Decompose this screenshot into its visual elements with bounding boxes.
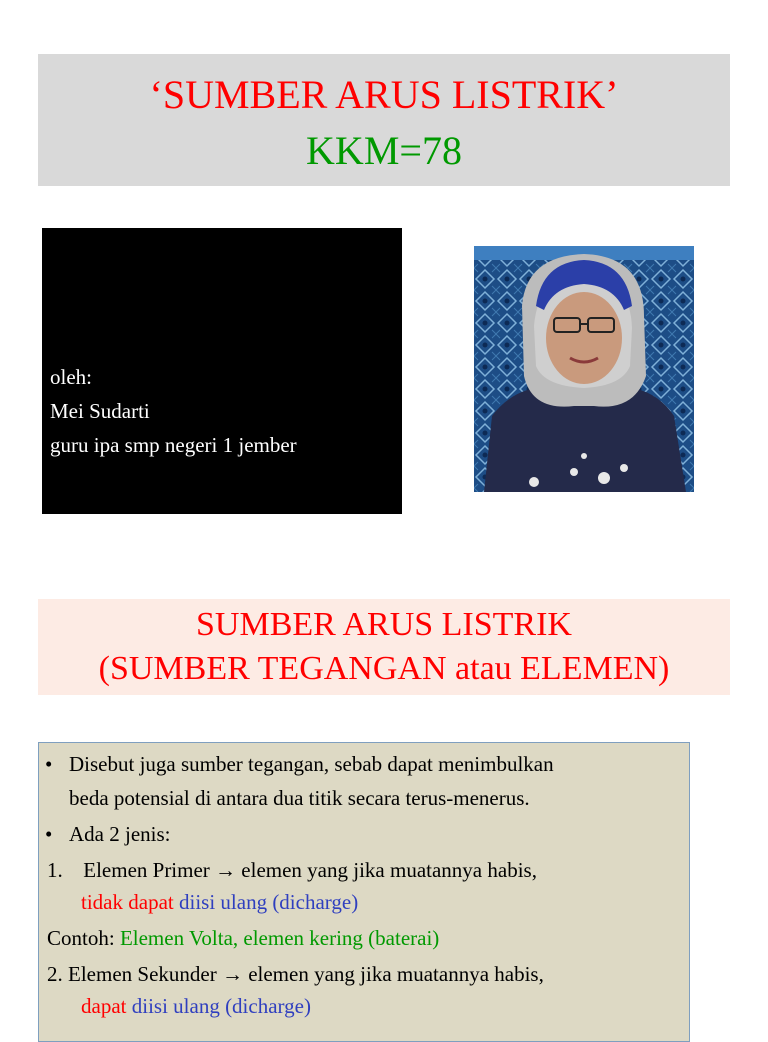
bullet-1-line1: Disebut juga sumber tegangan, sebab dapat menimbulkan — [69, 752, 554, 776]
bullet-symbol: • — [45, 752, 53, 776]
primer-title: Elemen Primer — [83, 858, 210, 882]
sekunder-desc: elemen yang jika muatannya habis, — [248, 962, 544, 986]
primer-red-2: dapat — [128, 890, 174, 914]
arrow-icon: → — [221, 962, 243, 986]
sekunder-detail — [81, 991, 311, 1021]
sekunder-red: dapat — [81, 994, 127, 1018]
author-label: oleh: — [50, 365, 92, 389]
primer-blue: diisi ulang (dicharge) — [178, 890, 359, 914]
contoh-label: Contoh: — [47, 926, 115, 950]
primer-red-1: tidak — [81, 890, 123, 914]
author-box — [42, 228, 402, 514]
primer-desc: elemen yang jika muatannya habis, — [241, 858, 537, 882]
page-title: ‘SUMBER ARUS LISTRIK’ — [149, 72, 619, 117]
kkm-label: KKM=78 — [306, 128, 462, 173]
contoh-value: Elemen Volta, elemen kering (baterai) — [119, 926, 440, 950]
section-title: SUMBER ARUS LISTRIK — [196, 606, 572, 643]
bullet-1-line2: beda potensial di antara dua titik secara terus-menerus. — [69, 786, 530, 810]
content-box — [38, 742, 690, 1042]
section-header — [38, 599, 730, 695]
bullet-2 — [45, 819, 52, 849]
author-role: guru ipa smp negeri 1 jember — [50, 433, 297, 457]
bullet-1 — [45, 749, 52, 779]
primer-detail — [81, 887, 358, 917]
sekunder-blue: diisi ulang (dicharge) — [131, 994, 311, 1018]
primer-number: 1. — [47, 858, 63, 882]
author-info — [50, 360, 297, 462]
primer-line — [47, 855, 537, 885]
author-name: Mei Sudarti — [50, 399, 150, 423]
sekunder-number: 2. — [47, 962, 63, 986]
title-box — [38, 54, 730, 186]
sekunder-title: Elemen Sekunder — [68, 962, 217, 986]
contoh-line — [47, 923, 439, 953]
sekunder-line — [47, 959, 544, 989]
bullet-2-text: Ada 2 jenis: — [69, 822, 171, 846]
arrow-icon: → — [215, 858, 237, 882]
author-photo — [474, 246, 694, 492]
bullet-symbol: • — [45, 822, 53, 846]
section-subtitle: (SUMBER TEGANGAN atau ELEMEN) — [98, 650, 670, 687]
portrait-image — [474, 246, 694, 492]
